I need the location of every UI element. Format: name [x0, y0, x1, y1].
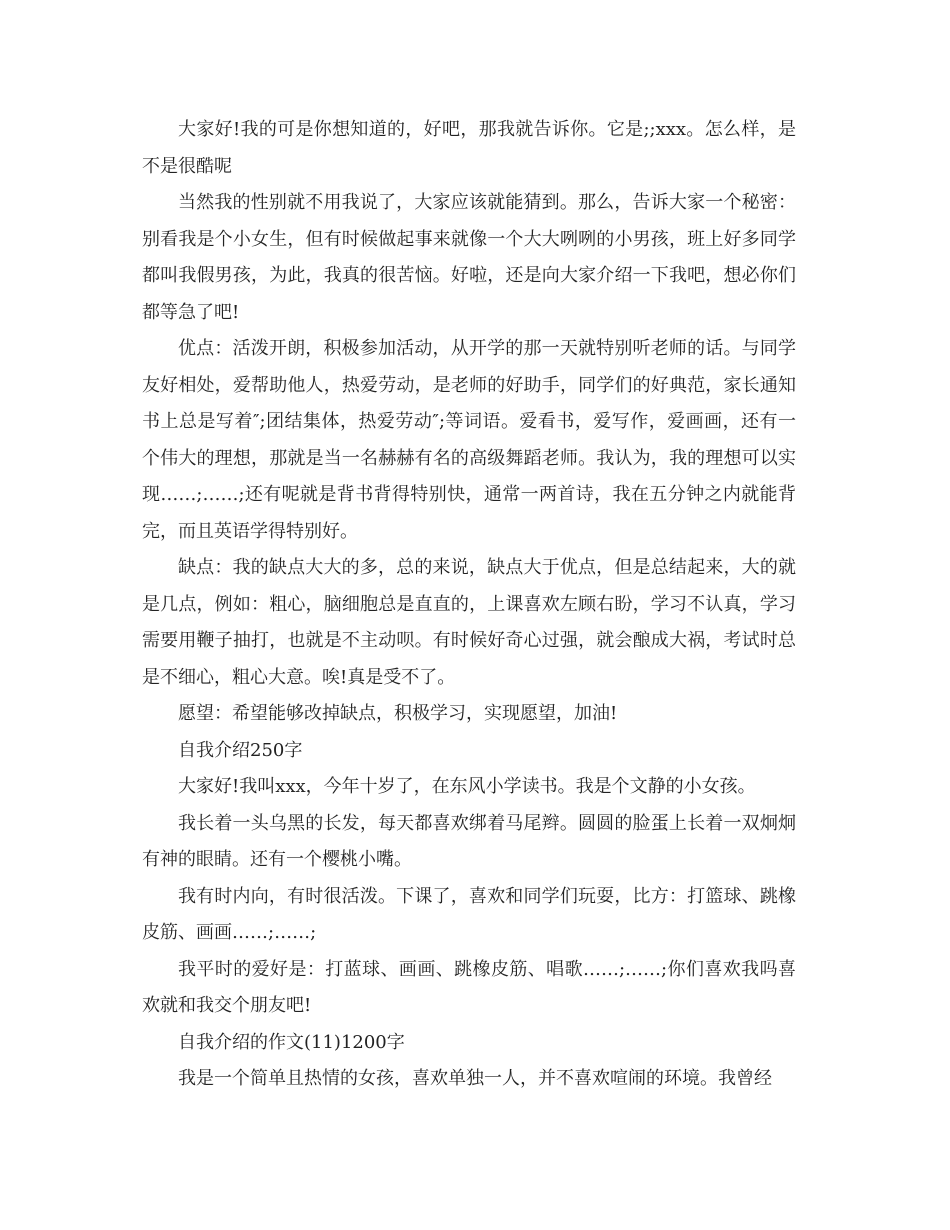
paragraph: 愿望：希望能够改掉缺点，积极学习，实现愿望，加油!	[178, 703, 618, 724]
paragraph: 大家好!我叫xxx，今年十岁了，在东风小学读书。我是个文静的小女孩。	[178, 776, 756, 797]
paragraph: 大家好!我的可是你想知道的，好吧，那我就告诉你。它是;;xxx。怎么样，是不是很酷呢	[142, 119, 796, 177]
paragraph: 我平时的爱好是：打蓝球、画画、跳橡皮筋、唱歌……;……;你们喜欢我吗喜欢就和我交个朋友吧!	[142, 958, 796, 1016]
paragraph: 我是一个简单且热情的女孩，喜欢单独一人，并不喜欢喧闹的环境。我曾经	[178, 1068, 772, 1089]
paragraph: 我长着一头乌黑的长发，每天都喜欢绑着马尾辫。圆圆的脸蛋上长着一双炯炯有神的眼睛。还有一个樱桃小嘴。	[142, 812, 796, 870]
paragraph: 我有时内向，有时很活泼。下课了，喜欢和同学们玩耍，比方：打篮球、跳橡皮筋、画画……;……;	[142, 885, 796, 943]
document-page	[142, 112, 796, 1098]
paragraph: 缺点：我的缺点大大的多，总的来说，缺点大于优点，但是总结起来，大的就是几点，例如：粗心，脑细胞总是直直的，上课喜欢左顾右盼，学习不认真，学习需要用鞭子抽打，也就是不主动呗。有时候好奇心过强，就会酿成大祸，考试时总是不细心，粗心大意。唉!真是受不了。	[142, 557, 796, 688]
paragraph: 当然我的性别就不用我说了，大家应该就能猜到。那么，告诉大家一个秘密：别看我是个小女生，但有时候做起事来就像一个大大咧咧的小男孩，班上好多同学都叫我假男孩，为此，我真的很苦恼。好啦，还是向大家介绍一下我吧，想必你们都等急了吧!	[142, 192, 796, 323]
paragraph: 优点：活泼开朗，积极参加活动，从开学的那一天就特别听老师的话。与同学友好相处，爱帮助他人，热爱劳动，是老师的好助手，同学们的好典范，家长通知书上总是写着″;团结集体，热爱劳动″;等词语。爱看书，爱写作，爱画画，还有一个伟大的理想，那就是当一名赫赫有名的高级舞蹈老师。我认为，我的理想可以实现……;……;还有呢就是背书背得特别快，通常一两首诗，我在五分钟之内就能背完，而且英语学得特别好。	[142, 338, 796, 542]
section-heading: 自我介绍的作文(11)1200字	[178, 1031, 405, 1053]
section-heading: 自我介绍250字	[178, 739, 303, 761]
